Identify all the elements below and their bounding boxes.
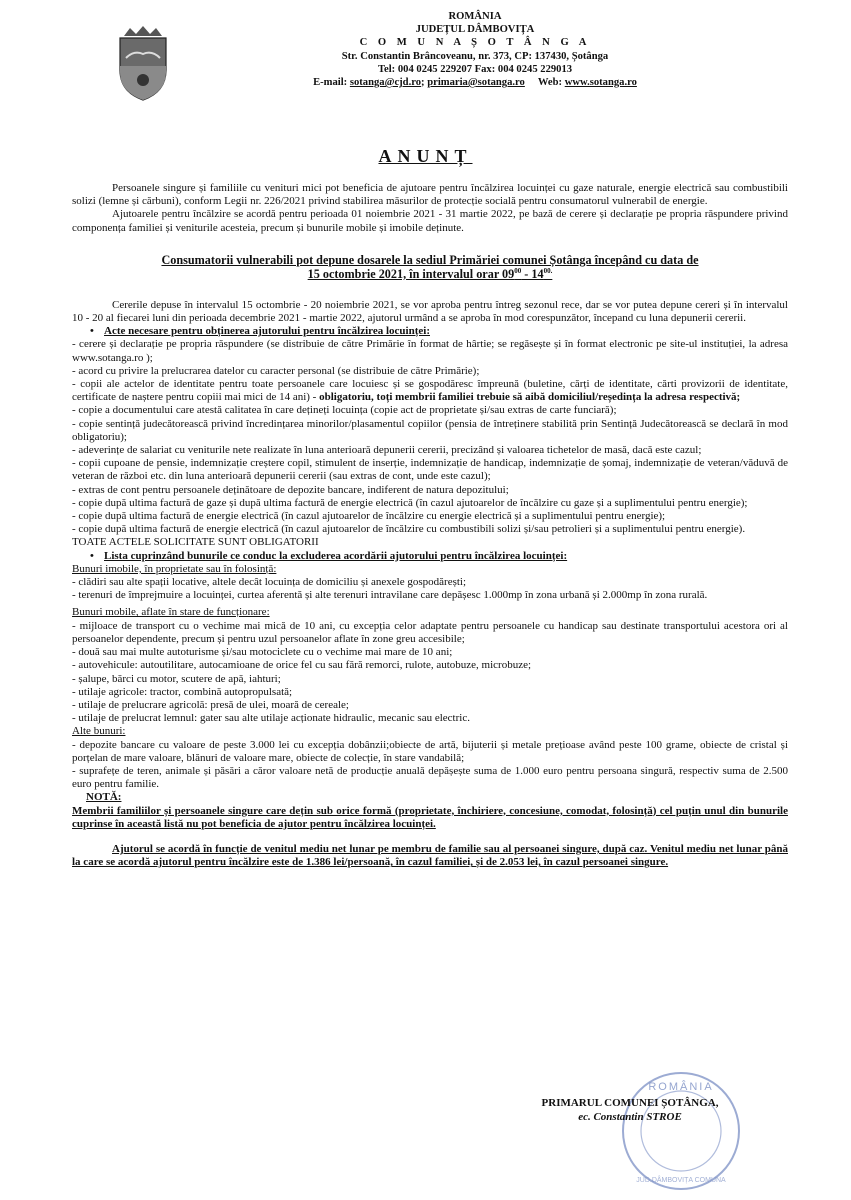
acts-heading: • Acte necesare pentru obținerea ajutorului pentru încălzirea locuinței: (72, 325, 788, 338)
acts-item: - adeverințe de salariat cu veniturile nete realizate în luna anterioară depunerii cererii, precizând și valoarea tichetelor de masă, dacă este cazul; (72, 444, 702, 457)
acts-item: - copie a documentului care atestă calitatea în care dețineți locuința (copie act de proprietate și/sau extras de carte funciară); (72, 404, 617, 417)
letterhead (260, 10, 690, 89)
movable-assets-title: Bunuri mobile, aflate în stare de funcționare: (72, 606, 270, 619)
assets-item: - clădiri sau alte spații locative, altele decât locuința de domiciliu și anexele gospodărești; (72, 576, 467, 589)
commune-name: C O M U N A Ș O T Â N G A (359, 37, 591, 49)
intro-paragraph-1: Persoanele singure și familiile cu venituri mici pot beneficia de ajutoare pentru încălzirea locuinței cu gaze naturale, energie electrică sau combustibili solizi (lemne și cărbuni), conform Legii nr. 226/2021 privind stabilirea măsurilor de protecție socială pentru consumatorul vulnerabil de energie. (72, 182, 788, 208)
assets-item: - mijloace de transport cu o vechime mai mică de 10 ani, cu excepția celor adaptate pentru persoanele cu handicap sau destinate transportului acestora ori al persoanelor dependente, precum și pentru uzul persoanelor aflate în zone greu accesibile; (72, 619, 788, 645)
svg-text:ROMÂNIA: ROMÂNIA (648, 1081, 714, 1093)
deadline-start-minutes: 00 (514, 266, 522, 275)
signatory-name: ec. Constantin STROE (578, 1111, 682, 1123)
email-link-2[interactable]: primaria@sotanga.ro (427, 77, 525, 89)
income-threshold-paragraph: Ajutorul se acordă în funcție de venitul mediu net lunar pe membru de familie sau al persoanei singure, după caz. Venitul mediu net lunar până la care se acordă ajutorul pentru încălzire este de 1.386 lei/persoană, în cazul familiei, și de 2.053 lei, în cazul persoanei singure. (72, 842, 788, 869)
official-stamp-icon (618, 1068, 744, 1194)
deadline-end-minutes: 00. (543, 266, 553, 275)
deadline-dash: - 14 (521, 266, 544, 281)
acts-item: - copie după ultima factură de energie electrică (în cazul ajutoarelor de încălzire cu combustibili solizi și/sau petrolieri și a suplimentului pentru energie). (72, 523, 746, 536)
svg-text:JUD.DÂMBOVIȚA COMUNA: JUD.DÂMBOVIȚA COMUNA (636, 1177, 726, 1184)
acts-item-identity-text: - copii ale actelor de identitate pentru toate persoanele care locuiesc și se gospodăresc împreună (buletine, cărți de identitate, cărti provizorii de identitate, certificate de naștere pentru copiii mai mici de 14 ani) - (72, 378, 788, 404)
assets-heading: • Lista cuprinzând bunurile ce conduc la excluderea acordării ajutorului pentru încălzirea locuinței: (72, 550, 788, 563)
assets-item: - două sau mai multe autoturisme și/sau motociclete cu o vechime mai mare de 10 ani; (72, 646, 453, 659)
web-link[interactable]: www.sotanga.ro (564, 77, 637, 89)
note-label: NOTĂ: (86, 791, 122, 804)
email-label: E-mail: (313, 77, 350, 89)
signature-block (500, 1096, 760, 1124)
assets-item: - suprafețe de teren, animale și păsări a căror valoare netă de producție anuală depășește suma de 1.000 euro pentru persoana singură, respectiv suma de 2.500 euro pentru familie. (72, 764, 788, 791)
requests-paragraph: Cererile depuse în intervalul 15 octombrie - 20 noiembrie 2021, se vor aproba pentru întreg sezonul rece, dar se vor putea depune cereri și în intervalul 10 - 20 al fiecarei luni din perioada decembrie 2021 - martie 2022, ajutorul urmând a se aproba în mod corespunzător, începand cu luna depunerii cererii. (72, 298, 788, 325)
acts-item-identity (72, 378, 788, 404)
acts-item: - copii cupoane de pensie, indemnizație creștere copil, stimulent de inserție, indemnizație de handicap, indemnizație de șomaj, indemnizație de veteran/văduvă de veteran de război etc. din luna anterioară depunerii cererii (sau extras de cont, unde este cazul); (72, 457, 788, 483)
county-name: JUDEȚUL DÂMBOVIȚA (415, 24, 535, 36)
other-assets-title: Alte bunuri: (72, 725, 126, 738)
postal-address: Str. Constantin Brâncoveanu, nr. 373, CP: 137430, Șotânga (341, 50, 609, 62)
acts-item: - extras de cont pentru persoanele deținătoare de depozite bancare, indiferent de natura depozitului; (72, 483, 509, 496)
assets-item: - autovehicule: autoutilitare, autocamioane de orice fel cu sau fără remorci, rulote, autobuze, microbuze; (72, 659, 532, 672)
email-link-1[interactable]: sotanga@cjd.ro (349, 77, 422, 89)
deadline-line-1: Consumatorii vulnerabili pot depune dosarele la sediul Primăriei comunei Șotânga începând cu data de (161, 252, 699, 267)
web-label: Web: (524, 77, 565, 89)
assets-item: - șalupe, bărci cu motor, scutere de apă, iahturi; (72, 672, 281, 685)
assets-item: - utilaje de prelucrare agricolă: presă de ulei, moară de cereale; (72, 698, 349, 711)
acts-item: - copie după ultima factură de energie electrică (în cazul ajutoarelor de încălzire cu energie electrică și a suplimentului pentru energie); (72, 510, 666, 523)
assets-item: - utilaje de prelucrat lemnul: gater sau alte utilaje acționate hidraulic, mecanic sau electric. (72, 712, 470, 725)
page-title: ANUNȚ (378, 146, 473, 166)
note-text: Membrii familiilor și persoanele singure care dețin sub orice formă (proprietate, închiriere, concesiune, comodat, folosință) cel puțin unul din bunurile cuprinse în această listă nu pot beneficia de ajutor pentru încălzirea locuinței. (72, 804, 788, 830)
acts-item: - acord cu privire la prelucrarea datelor cu caracter personal (se distribuie de către Primărie); (72, 364, 480, 377)
commune-coat-of-arms-icon (112, 22, 174, 102)
acts-item: - copie sentință judecătorească privind încredințarea minorilor/plasamentul copiilor (pensia de întreținere stabilită prin Sentință Judecătorească se declară în mod obligatoriu); (72, 417, 788, 443)
intro-paragraph-2: Ajutoarele pentru încălzire se acordă pentru perioada 01 noiembrie 2021 - 31 martie 2022, pe bază de cerere și declarație pe propria răspundere privind componența familiei și veniturile acesteia, precum și bunurile mobile și imobile deținute. (72, 208, 788, 234)
assets-item: - terenuri de împrejmuire a locuinței, curtea aferentă și alte terenuri intravilane care depășesc 1.000mp în zona urbană și 2.000mp în zona rurală. (72, 589, 708, 602)
acts-item: - copie după ultima factură de gaze și după ultima factură de energie electrică (în cazul ajutoarelor de încălzire cu gaze și a suplimentului pentru energie); (72, 496, 748, 509)
email-separator: ; (421, 77, 428, 89)
announcement-body (72, 182, 788, 869)
immovable-assets-title: Bunuri imobile, în proprietate sau în folosință: (72, 562, 277, 575)
phone-fax: Tel: 004 0245 229207 Fax: 004 0245 229013 (377, 63, 573, 75)
deadline-line-2 (72, 267, 788, 281)
deadline-date: 15 octombrie 2021, în intervalul orar 09 (307, 266, 515, 281)
assets-item: - utilaje agricole: tractor, combină autopropulsată; (72, 685, 293, 698)
contact-line (260, 76, 690, 89)
acts-item: - cerere și declarație pe propria răspundere (se distribuie de către Primărie în format de hârtie; se regăsește și în format electronic pe site-ul instituției, la adresa www.sotanga.ro ); (72, 338, 788, 364)
mandatory-notice: TOATE ACTELE SOLICITATE SUNT OBLIGATORII (72, 536, 319, 549)
signatory-role: PRIMARUL COMUNEI ȘOTÂNGA, (541, 1097, 719, 1109)
country-name: ROMÂNIA (448, 11, 502, 22)
acts-item-identity-bold: obligatoriu, toți membrii familiei trebuie să aibă domiciliul/reședința la adresa respectivă; (319, 391, 741, 404)
assets-item: - depozite bancare cu valoare de peste 3.000 lei cu excepția dobânzii;obiecte de artă, bijuterii și metale prețioase având peste 100 grame, obiecte de cristal și porțelan de mare valoare, blănuri de valoare mare, obiecte de colecție, în stare vandabilă; (72, 738, 788, 764)
